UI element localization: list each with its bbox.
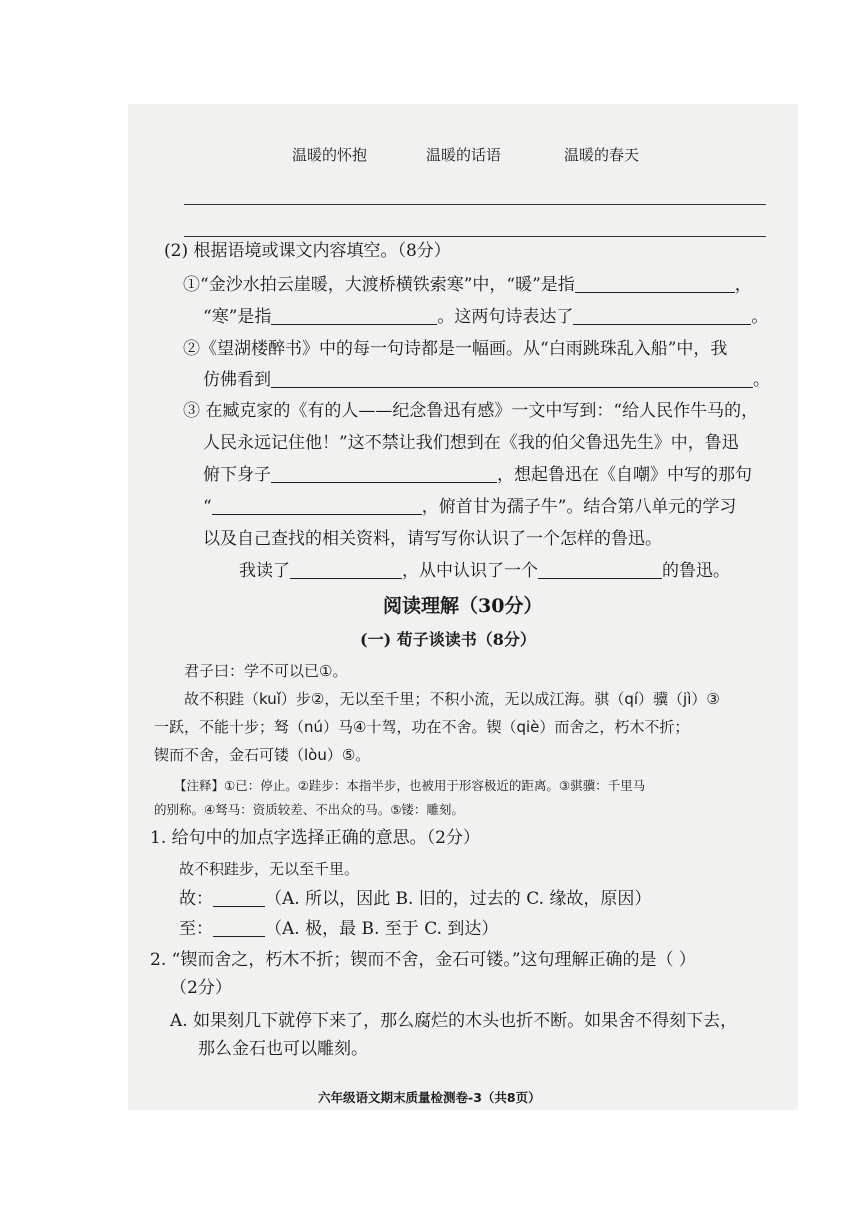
passage-line-3: 一跃，不能十步；驽（nú）马④十驾，功在不舍。锲（qiè）而舍之，朽木不折； [154,718,690,736]
page-footer: 六年级语文期末质量检测卷-3（共8页） [318,1090,541,1105]
item-3-text-a: 俯下身子 [203,465,271,485]
item-1-text-a: ①“金沙水拍云崖暖，大渡桥横铁索寒”中，“暖”是指 [183,275,575,295]
item-1-line-1 [183,274,752,296]
punct: 。 [751,307,769,327]
item-3-line-6 [239,560,730,582]
passage-title: (一) 荀子谈读书（8分） [360,630,536,649]
question-1-stem: 1. 给句中的加点字选择正确的意思。（2分） [150,828,480,848]
answer-blank[interactable] [573,306,751,325]
item-2-line-2 [203,369,770,391]
item-3-line-4 [203,496,736,518]
item-2-text: 仿佛看到 [203,370,271,390]
notes-line-1: 【注释】①已：停止。②跬步：本指半步，也被用于形容极近的距离。③骐骥：千里马 [174,778,646,793]
passage-line-4: 锲而不舍，金石可镂（lòu）⑤。 [154,746,371,764]
item-1-text-c: 。这两句诗表达了 [437,307,574,327]
topic-3: 温暖的春天 [564,146,640,164]
question-1-row-2 [179,918,498,940]
row-1-options: （A. 所以，因此 B. 旧的，过去的 C. 缘故，原因） [265,889,652,909]
topic-1: 温暖的怀抱 [292,146,368,164]
item-1-text-b: “寒”是指 [203,307,272,327]
question-2-stem: 2. “锲而舍之，朽木不折；锲而不舍，金石可镂。”这句理解正确的是（ ） [150,950,696,970]
answer-blank[interactable] [271,306,437,325]
passage-line-1: 君子曰：学不可以已①。 [184,662,348,680]
notes-line-2: 的别称。④驽马：资质较差、不出众的马。⑤镂：雕刻。 [154,802,464,817]
row-1-label: 故： [179,889,213,909]
item-3-text-g: 的鲁迅。 [662,561,730,581]
item-3-line-2: 人民永远记住他！”这不禁让我们想到在《我的伯父鲁迅先生》中，鲁迅 [203,433,739,453]
answer-line-2 [184,236,766,237]
item-3-text-c: “ [203,497,212,517]
item-1-line-2 [203,306,768,328]
item-3-text-d: ，俯首甘为孺子牛”。结合第八单元的学习 [421,497,737,517]
punct: 。 [753,370,770,390]
item-3-line-1: ③ 在臧克家的《有的人——纪念鲁迅有感》一文中写到：“给人民作牛马的， [183,401,759,421]
item-3-line-3 [203,464,752,486]
answer-blank[interactable] [213,918,265,937]
question-2-points: （2分） [170,978,232,998]
item-3-text-e: 我读了 [239,561,290,581]
answer-blank[interactable] [575,274,735,293]
answer-blank[interactable] [271,464,497,483]
row-2-label: 至： [179,919,213,939]
question-1-row-1 [179,888,651,910]
answer-blank[interactable] [538,560,662,579]
passage-line-2: 故不积跬（kuǐ）步②，无以至千里；不积小流，无以成江海。骐（qí）骥（jì）③ [184,690,720,708]
topic-2: 温暖的话语 [426,146,502,164]
punct: ， [734,275,752,295]
item-3-line-5: 以及自己查找的相关资料，请写写你认识了一个怎样的鲁迅。 [203,529,662,549]
reading-section-title: 阅读理解（30分） [383,595,543,617]
answer-blank[interactable] [213,888,265,907]
item-3-text-b: ，想起鲁迅在《自嘲》中写的那句 [497,465,752,485]
item-3-text-f: ，从中认识了一个 [402,561,538,581]
row-2-options: （A. 极，最 B. 至于 C. 到达） [265,919,499,939]
question-2-option-a-line-1: A. 如果刻几下就停下来了，那么腐烂的木头也折不断。如果舍不得刻下去， [170,1011,738,1031]
item-2-line-1: ②《望湖楼醉书》中的每一句诗都是一幅画。从“白雨跳珠乱入船”中，我 [183,339,728,359]
answer-blank[interactable] [212,496,422,515]
answer-blank[interactable] [271,369,753,388]
answer-line-1 [184,204,766,205]
answer-blank[interactable] [290,560,402,579]
question-1-sentence: 故不积跬步，无以至千里。 [179,860,360,878]
question-2-option-a-line-2: 那么金石也可以雕刻。 [198,1039,368,1059]
exam-page [128,104,798,1110]
fill-in-heading: (2) 根据语境或课文内容填空。（8分） [164,241,451,261]
